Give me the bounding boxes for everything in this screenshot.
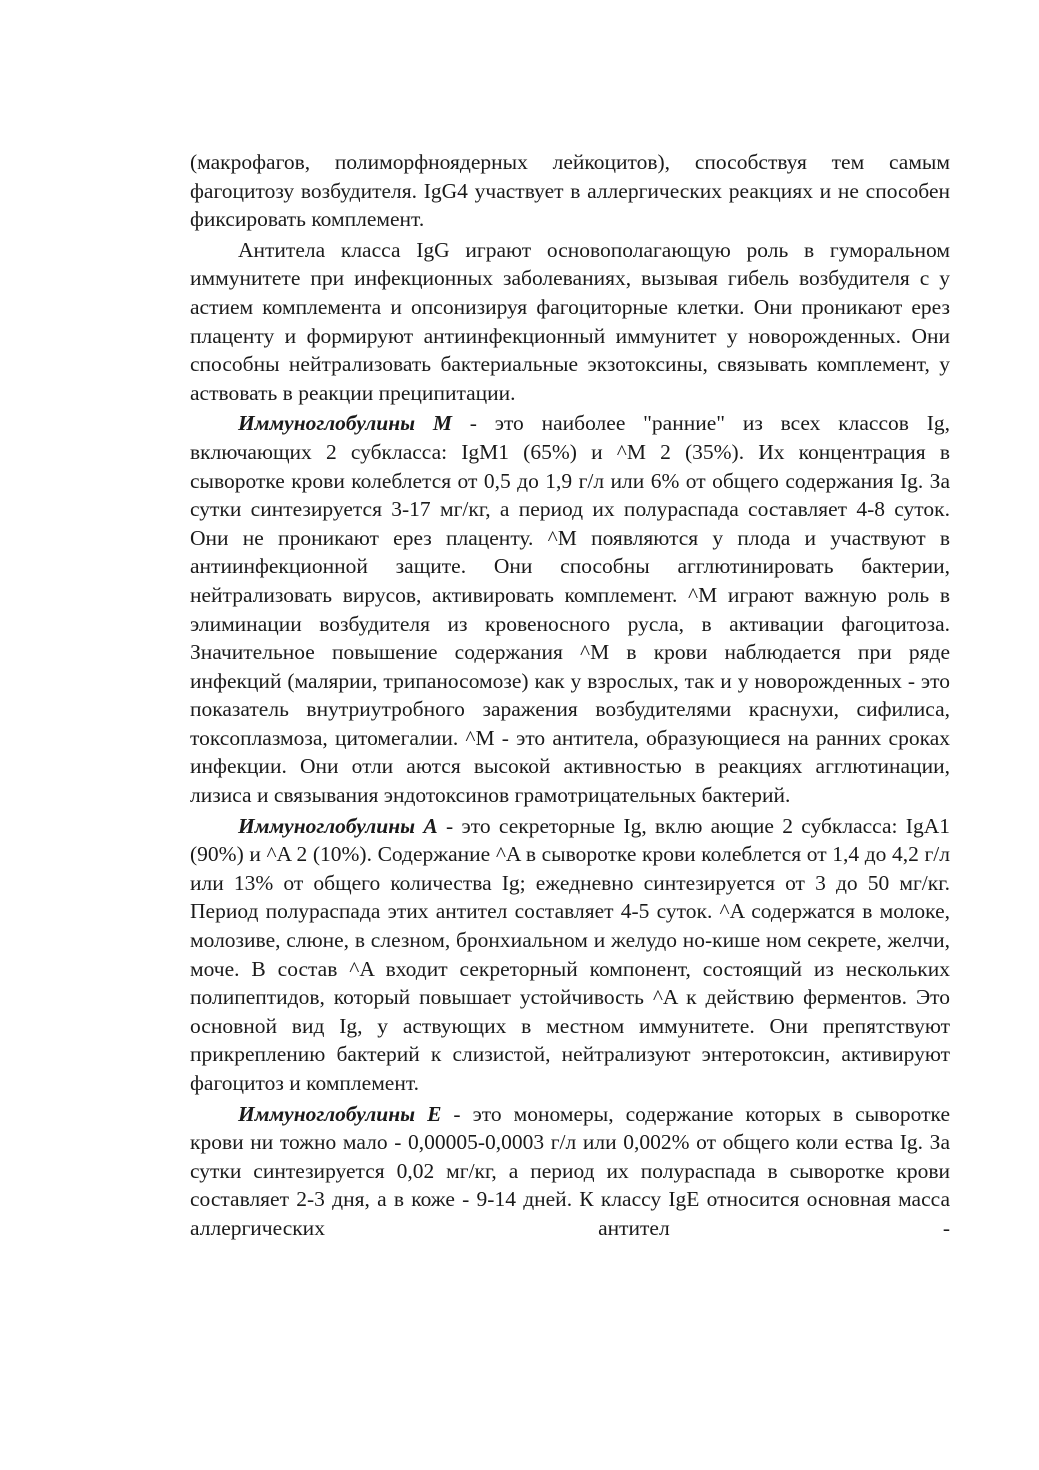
paragraph-text: (макрофагов, полиморфноядерных лейкоцитов), способствуя тем самым фагоцитозу возбудителя. IgG4 участвует в аллергических реакциях и не способен фиксировать комплемент. — [190, 150, 950, 232]
paragraph-text: - это наиболее "ранние" из всех классов Ig, включающих 2 субкласса: IgM1 (65%) и ^M 2 (35%). Их концентрация в сыворотке крови колеблется от 0,5 до 1,9 г/л или 6% от общего содержания Ig. За сутки синтезируется 3-17 мг/кг, а период их полураспада составляет 4-8 суток. Они не проникают ерез плаценту. ^M появляются у плода и участвуют в антиинфекционной защите. Они способны агглютинировать бактерии, нейтрализовать вирусов, активировать комплемент. ^M играют важную роль в элиминации возбудителя из кровеносного русла, в активации фагоцитоза. Значительное повышение содержания ^M в крови наблюдается при ряде инфекций (малярии, трипаносомозе) как у взрослых, так и у новорожденных - это показатель внутриутробного заражения возбудителями краснухи, сифилиса, токсоплазмоза, цитомегалии. ^M - это антитела, образующиеся на ранних сроках инфекции. Они отли аются высокой активностью в реакциях агглютинации, лизиса и связывания эндотоксинов грамотрицательных бактерий. — [190, 411, 950, 808]
paragraph-igg-class — [190, 236, 950, 408]
paragraph-text: - это секреторные Ig, вклю ающие 2 субкласса: IgA1 (90%) и ^A 2 (10%). Содержание ^A в сыворотке крови колеблется от 1,4 до 4,2 г/л или 13% от общего количества Ig; ежедневно синтезируется от 3 до 50 мг/кг. Период полураспада этих антител составляет 4-5 суток. ^A содержатся в молоке, молозиве, слюне, в слезном, бронхиальном и желудо но-кише ном секрете, желчи, моче. В состав ^A входит секреторный компонент, состоящий из нескольких полипептидов, который повышает устойчивость ^A к действию ферментов. Это основной вид Ig, у аствующих в местном иммунитете. Они препятствуют прикреплению бактерий к слизистой, нейтрализуют энтеротоксин, активируют фагоцитоз и комплемент. — [190, 813, 950, 1095]
paragraph-igg4-continuation — [190, 148, 950, 234]
section-term-iga: Иммуноглобулины А — [238, 813, 438, 838]
paragraph-iga — [190, 812, 950, 1098]
section-term-igm: Иммуноглобулины М — [238, 411, 452, 436]
body-text — [190, 148, 950, 1243]
paragraph-igm — [190, 409, 950, 809]
paragraph-text: - это мономеры, содержание которых в сыворотке крови ни тожно мало - 0,00005-0,0003 г/л или 0,002% от общего коли ества Ig. За сутки синтезируется 0,02 мг/кг, а период их полураспада в сыворотке крови составляет 2-3 дня, а в коже - 9-14 дней. К классу IgE относится основная масса аллергических антител - — [190, 1101, 950, 1240]
paragraph-ige — [190, 1100, 950, 1243]
section-term-ige: Иммуноглобулины Е — [238, 1101, 442, 1126]
paragraph-text: Антитела класса IgG играют основополагающую роль в гуморальном иммунитете при инфекционных заболеваниях, вызывая гибель возбудителя с у астием комплемента и опсонизируя фагоциторные клетки. Они проникают ерез плаценту и формируют антиинфекционный иммунитет у новорожденных. Они способны нейтрализовать бактериальные экзотоксины, связывать комплемент, у аствовать в реакции преципитации. — [190, 237, 950, 405]
